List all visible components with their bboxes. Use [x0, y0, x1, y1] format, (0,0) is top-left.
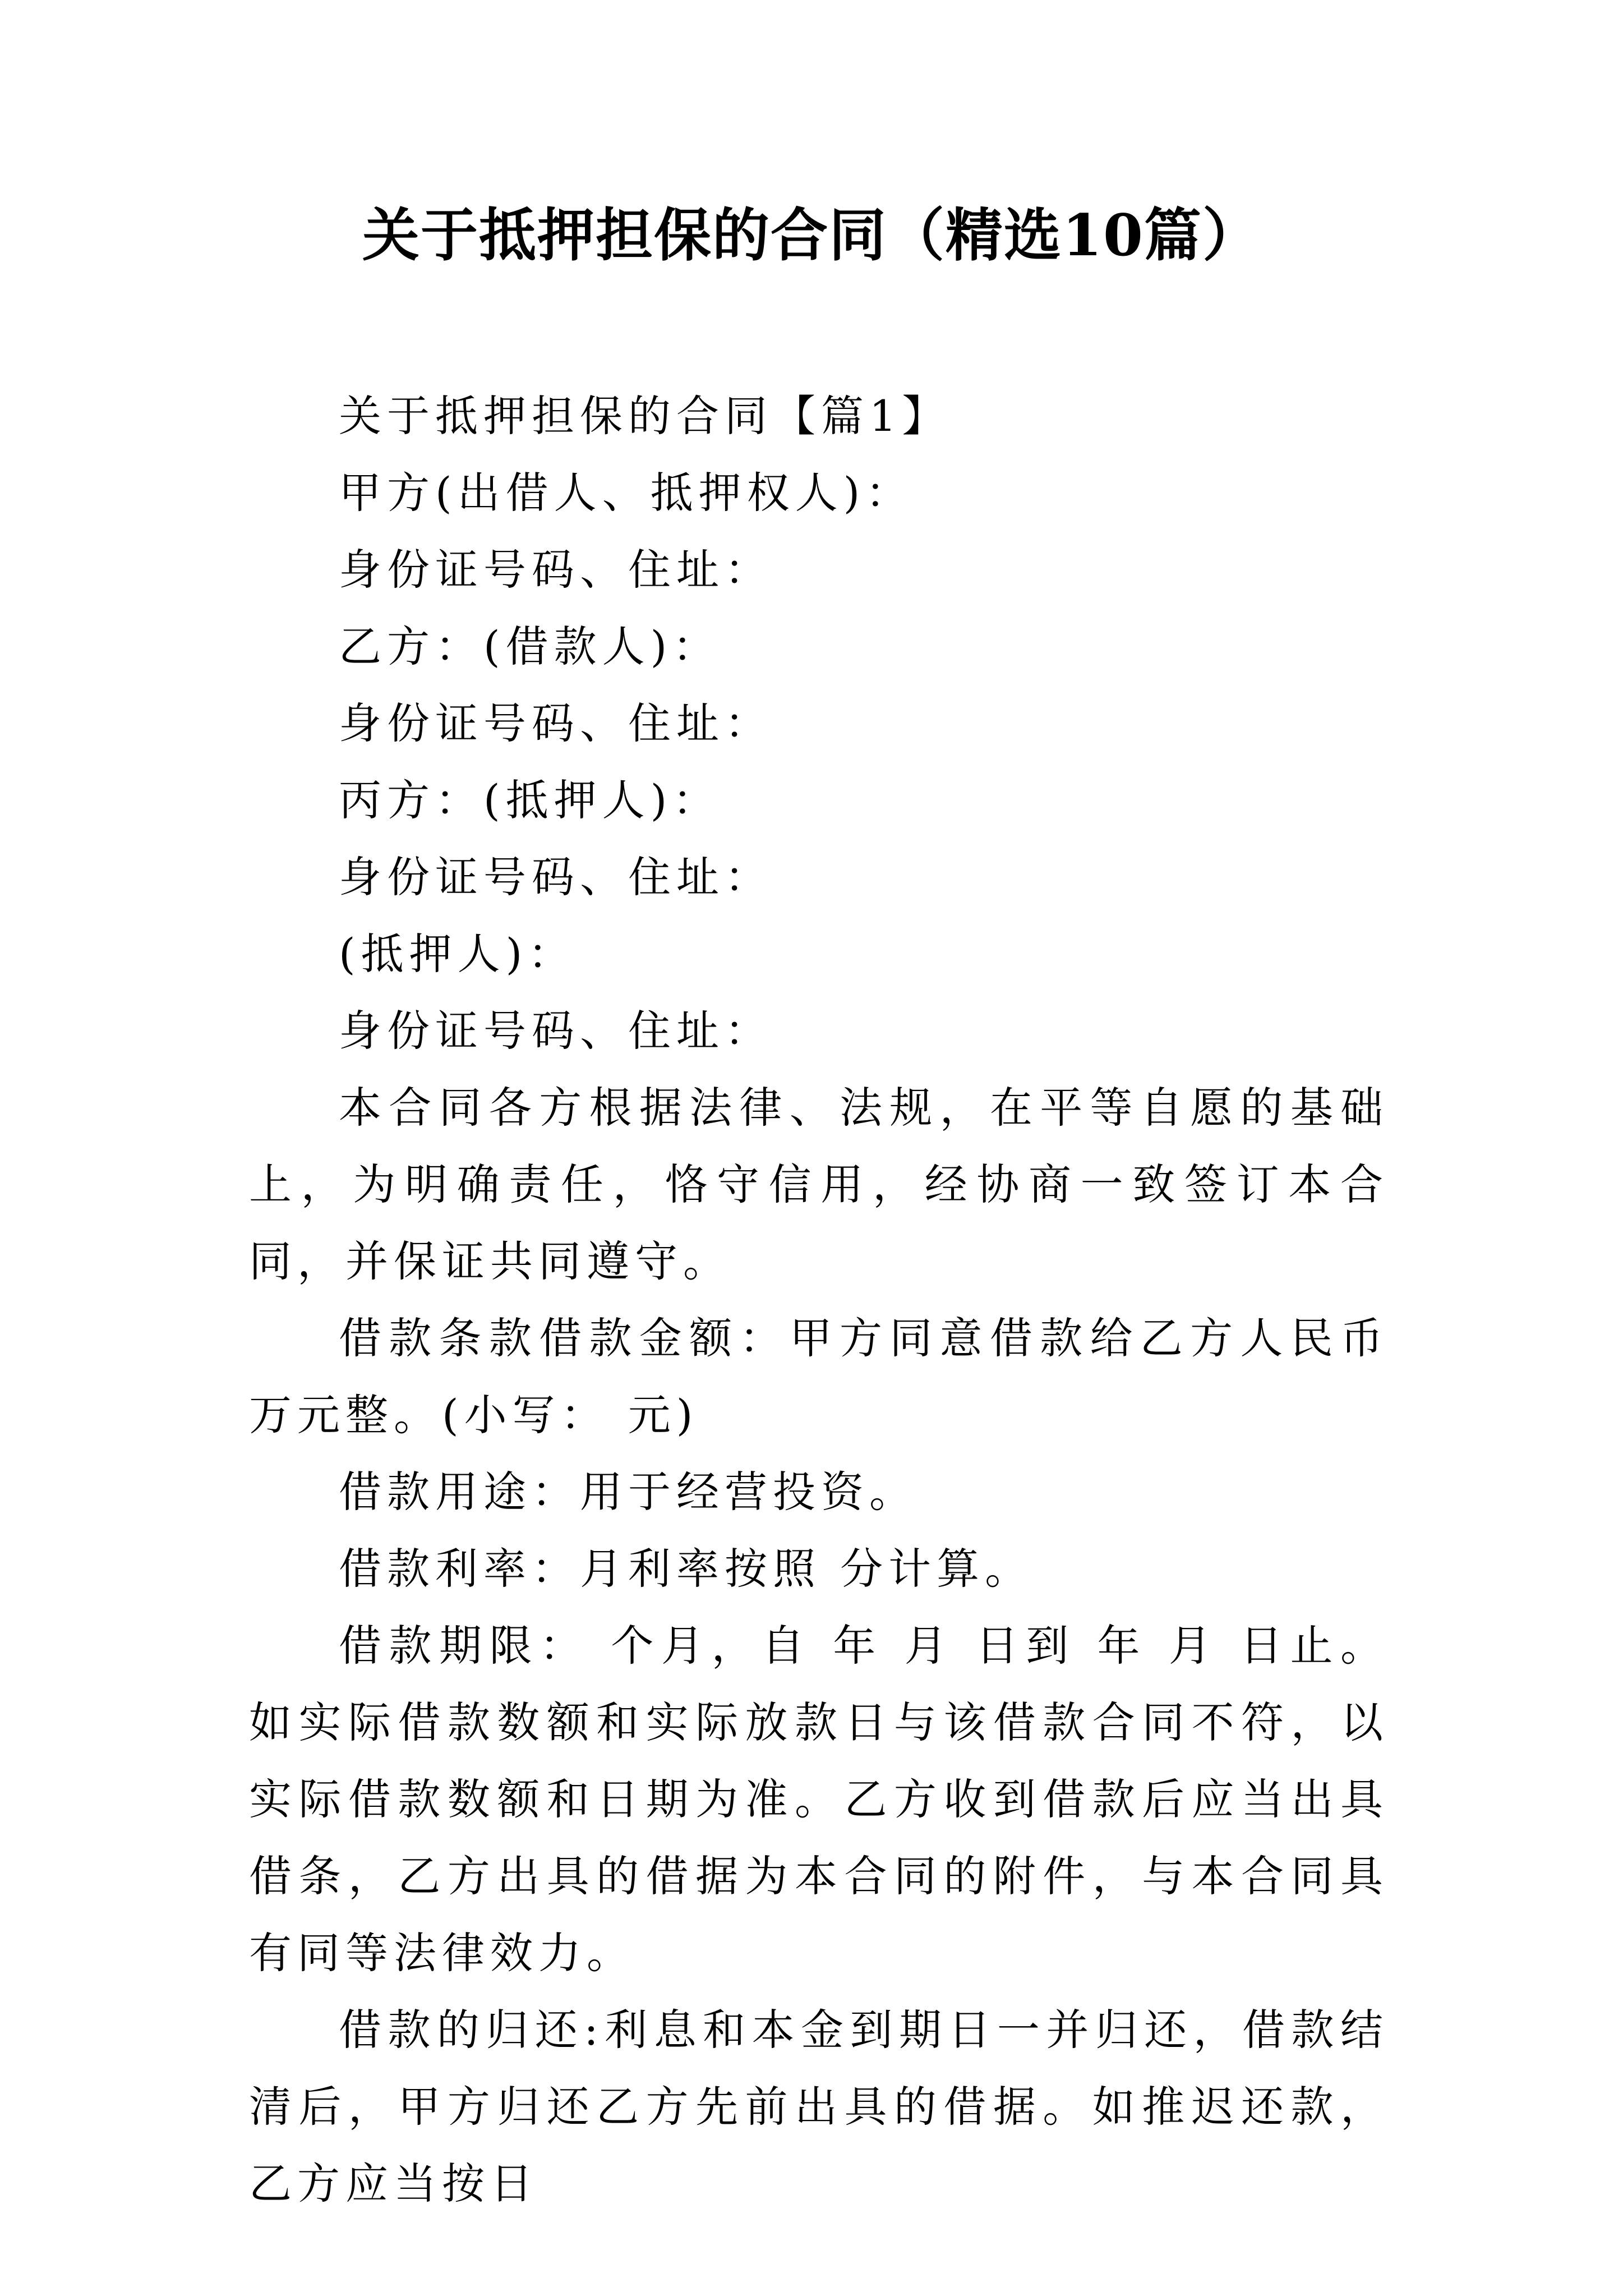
paragraph-agreement-basis: 本合同各方根据法律、法规，在平等自愿的基础上，为明确责任，恪守信用，经协商一致签订本合同，并保证共同遵守。 [249, 1083, 1389, 1286]
paragraph-loan-interest: 借款利率：月利率按照 分计算。 [339, 1544, 1034, 1594]
mortgagor-id-line: 身份证号码、住址： [339, 1006, 773, 1056]
paragraph-loan-purpose: 借款用途：用于经营投资。 [339, 1467, 917, 1517]
paragraph-loan-amount: 借款条款借款金额：甲方同意借款给乙方人民币 万元整。(小写： 元) [249, 1313, 1389, 1440]
party-a-line: 甲方(出借人、抵押权人)： [339, 468, 914, 518]
party-a-id-line: 身份证号码、住址： [339, 545, 773, 595]
party-c-line: 丙方：(抵押人)： [339, 775, 721, 825]
document-title: 关于抵押担保的合同（精选10篇） [362, 202, 1261, 269]
mortgagor-line: (抵押人)： [339, 929, 577, 979]
paragraph-loan-repayment: 借款的归还:利息和本金到期日一并归还，借款结清后，甲方归还乙方先前出具的借据。如推迟还款，乙方应当按日 [249, 2005, 1389, 2208]
party-c-id-line: 身份证号码、住址： [339, 852, 773, 902]
party-b-id-line: 身份证号码、住址： [339, 698, 773, 748]
paragraph-loan-term: 借款期限： 个月，自 年 月 日到 年 月 日止。如实际借款数额和实际放款日与该借款合同不符，以实际借款数额和日期为准。乙方收到借款后应当出具借条，乙方出具的借据为本合同的附件，与本合同具有同等法律效力。 [249, 1621, 1389, 1978]
party-b-line: 乙方：(借款人)： [339, 622, 721, 671]
document-body [249, 378, 1389, 2222]
section-heading: 关于抵押担保的合同【篇1】 [339, 391, 951, 441]
